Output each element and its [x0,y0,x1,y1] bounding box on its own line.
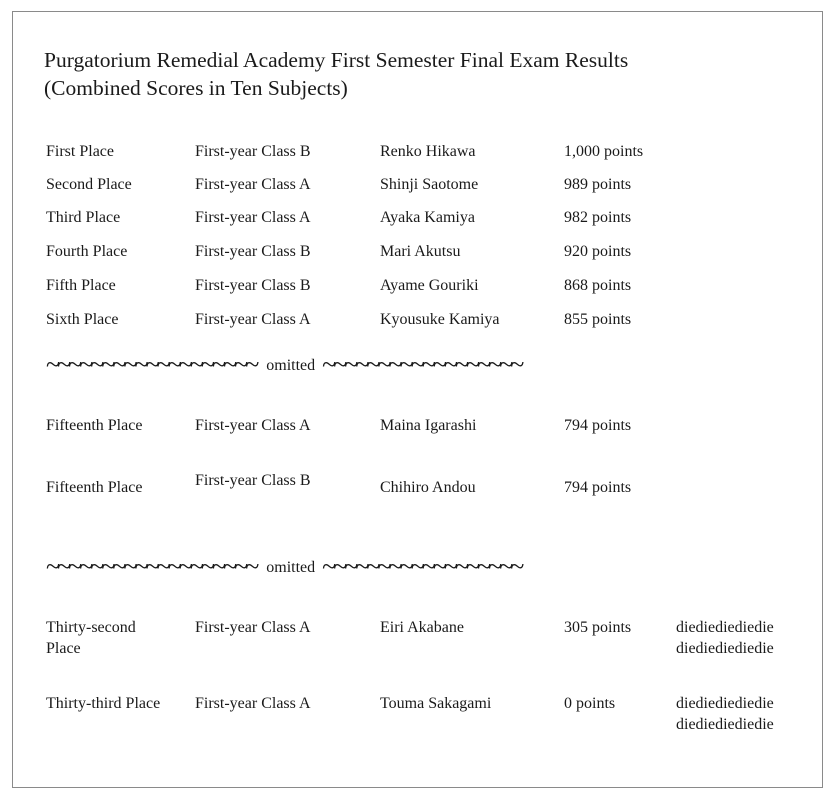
omitted-separator-2 [46,552,806,581]
tilde-divider-right: ~~~~~~~~~~~~~~~~~~ [322,552,522,581]
student-name: Shinji Saotome [380,176,479,193]
title-line-2: (Combined Scores in Ten Subjects) [44,76,348,100]
omitted-label: omitted [266,559,316,576]
points: 982 points [564,209,632,226]
class: First-year Class B [195,143,311,160]
class: First-year Class A [195,695,311,712]
note: diediediediedie diediediediedie [676,619,774,657]
omitted-separator-1 [46,350,806,379]
place: Second Place [46,176,132,193]
page-title [44,46,628,102]
student-name: Eiri Akabane [380,619,464,636]
class: First-year Class A [195,619,311,636]
student-name: Ayaka Kamiya [380,209,475,226]
class: First-year Class B [195,243,311,260]
place: Fourth Place [46,243,128,260]
tilde-divider-right: ~~~~~~~~~~~~~~~~~~ [322,350,522,379]
place: Thirty-third Place [46,695,161,712]
student-name: Kyousuke Kamiya [380,311,500,328]
place: Fifth Place [46,277,116,294]
place: Fifteenth Place [46,479,143,496]
student-name: Maina Igarashi [380,417,477,434]
tilde-divider-left: ~~~~~~~~~~~~~~~~~~~ [46,350,257,379]
class: First-year Class A [195,176,311,193]
class: First-year Class A [195,311,311,328]
student-name: Touma Sakagami [380,695,492,712]
place: Fifteenth Place [46,417,143,434]
points: 1,000 points [564,143,644,160]
points: 794 points [564,479,632,496]
title-line-1: Purgatorium Remedial Academy First Semester Final Exam Results [44,48,629,72]
points: 855 points [564,311,632,328]
class: First-year Class A [195,417,311,434]
points: 0 points [564,695,616,712]
omitted-label: omitted [266,357,316,374]
place: Sixth Place [46,311,119,328]
points: 989 points [564,176,632,193]
points: 305 points [564,619,632,636]
place: Third Place [46,209,121,226]
student-name: Chihiro Andou [380,479,476,496]
class: First-year Class B [195,472,311,489]
points: 920 points [564,243,632,260]
student-name: Renko Hikawa [380,143,476,160]
student-name: Ayame Gouriki [380,277,479,294]
points: 868 points [564,277,632,294]
class: First-year Class A [195,209,311,226]
place: First Place [46,143,114,160]
class: First-year Class B [195,277,311,294]
place: Thirty-second Place [46,619,136,657]
student-name: Mari Akutsu [380,243,461,260]
note: diediediediedie diediediediedie [676,695,774,733]
tilde-divider-left: ~~~~~~~~~~~~~~~~~~~ [46,552,257,581]
points: 794 points [564,417,632,434]
